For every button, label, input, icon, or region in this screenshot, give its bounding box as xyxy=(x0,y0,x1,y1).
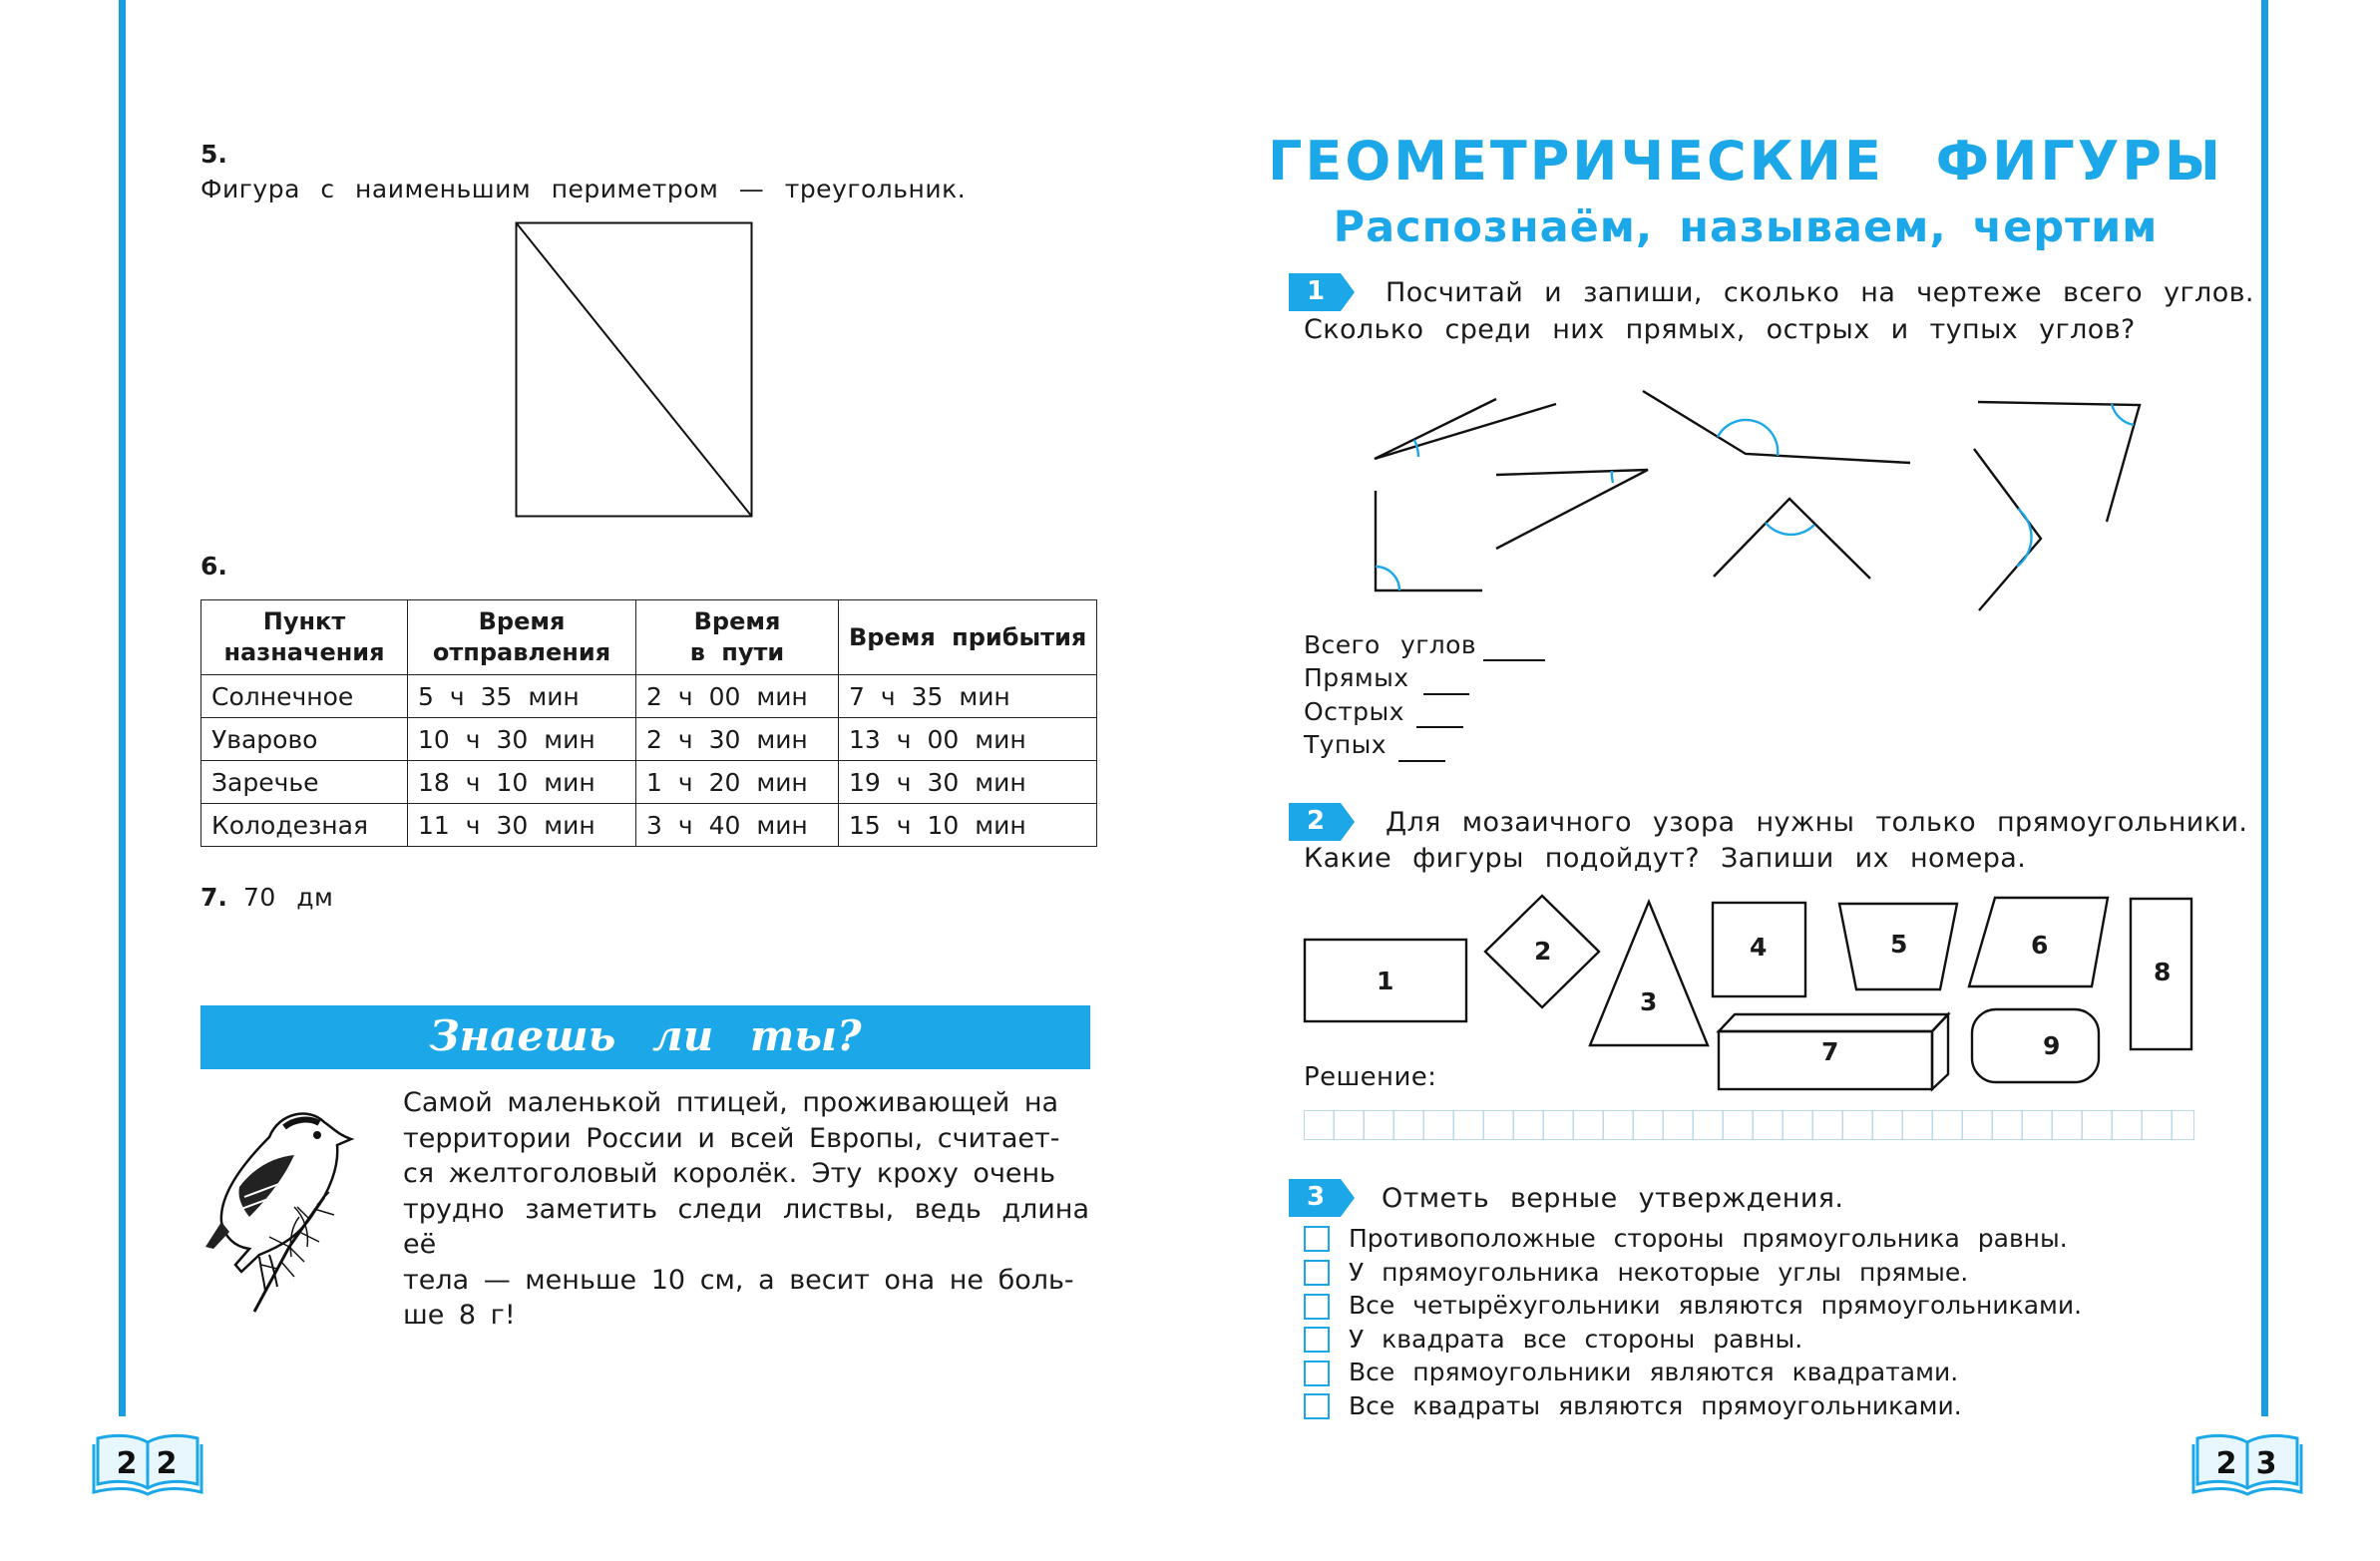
page-digit: 3 xyxy=(2255,1446,2277,1481)
table-cell: 3 ч 40 мин xyxy=(636,804,839,847)
did-you-know-text xyxy=(403,1085,1089,1334)
right-page-border xyxy=(2261,0,2268,1416)
item-6-number: 6. xyxy=(200,552,227,581)
answer-line-acute[interactable] xyxy=(1416,726,1463,728)
item-5-text: Фигура с наименьшим периметром — треугольник. xyxy=(200,175,967,203)
task-2-badge: 2 xyxy=(1289,803,1357,841)
text-line: ше 8 г! xyxy=(403,1300,516,1331)
table-header: Время в пути xyxy=(636,600,839,675)
task-2-text-line-1: Для мозаичного узора нужны только прямоугольники. xyxy=(1386,807,2248,838)
table-header: Время отправления xyxy=(408,600,636,675)
angles-drawing xyxy=(1367,379,2155,618)
did-you-know-title: Знаешь ли ты? xyxy=(429,1011,862,1060)
shape-label: 6 xyxy=(2031,931,2049,960)
timetable xyxy=(200,599,1097,847)
table-cell: 13 ч 00 мин xyxy=(839,718,1097,761)
table-cell: 18 ч 10 мин xyxy=(408,761,636,804)
task-2-text-line-2: Какие фигуры подойдут? Запиши их номера. xyxy=(1304,843,2027,874)
task-3-title: Отметь верные утверждения. xyxy=(1382,1183,1844,1214)
answer-acute-angles: Острых xyxy=(1304,697,1404,726)
table-cell: Солнечное xyxy=(201,675,408,718)
table-row xyxy=(201,804,1097,847)
item-7-text: 70 дм xyxy=(243,883,334,912)
table-cell: Уварово xyxy=(201,718,408,761)
task-1-badge: 1 xyxy=(1289,273,1357,311)
statement-checkbox[interactable] xyxy=(1304,1226,1330,1252)
statement-checkbox[interactable] xyxy=(1304,1294,1330,1320)
table-cell: 11 ч 30 мин xyxy=(408,804,636,847)
table-cell: 2 ч 30 мин xyxy=(636,718,839,761)
left-page-border xyxy=(119,0,126,1416)
table-cell: Колодезная xyxy=(201,804,408,847)
table-cell: 15 ч 10 мин xyxy=(839,804,1097,847)
table-cell: 2 ч 00 мин xyxy=(636,675,839,718)
statement-text: Все прямоугольники являются квадратами. xyxy=(1349,1358,1959,1386)
open-book-icon xyxy=(92,1432,203,1498)
answer-line-total[interactable] xyxy=(1483,659,1545,661)
table-header-row xyxy=(201,600,1097,675)
answer-obtuse-angles: Тупых xyxy=(1304,730,1387,759)
answer-total-angles: Всего углов xyxy=(1304,630,1476,659)
text-line: Самой маленькой птицей, проживающей на xyxy=(403,1087,1059,1118)
answer-right-angles: Прямых xyxy=(1304,663,1409,692)
text-line: ся желтоголовый королёк. Эту кроху очень xyxy=(403,1158,1056,1189)
shape-label: 9 xyxy=(2043,1031,2061,1060)
statement-checkbox[interactable] xyxy=(1304,1327,1330,1353)
text-line: тела — меньше 10 см, а весит она не боль- xyxy=(403,1264,1074,1296)
item-5-number: 5. xyxy=(200,140,227,169)
statement-text: Все квадраты являются прямоугольниками. xyxy=(1349,1391,1962,1420)
task-1-text-line-2: Сколько среди них прямых, острых и тупых углов? xyxy=(1304,314,2136,345)
table-header: Время прибытия xyxy=(839,600,1097,675)
item-7-number: 7. xyxy=(200,883,227,912)
task-3-badge: 3 xyxy=(1289,1179,1357,1217)
text-line: территории России и всей Европы, считает- xyxy=(403,1122,1060,1154)
page-subtitle: Распознаём, называем, чертим xyxy=(1333,202,2159,252)
page-title: ГЕОМЕТРИЧЕСКИЕ ФИГУРЫ xyxy=(1268,130,2223,193)
table-cell: 1 ч 20 мин xyxy=(636,761,839,804)
table-cell: Заречье xyxy=(201,761,408,804)
shape-label: 8 xyxy=(2154,958,2172,986)
page-digit: 2 xyxy=(2215,1446,2237,1481)
shape-label: 2 xyxy=(1534,937,1552,966)
open-book-icon xyxy=(2191,1432,2303,1498)
table-row xyxy=(201,675,1097,718)
solution-grid[interactable] xyxy=(1304,1110,2194,1140)
statement-checkbox[interactable] xyxy=(1304,1361,1330,1386)
statement-text: У квадрата все стороны равны. xyxy=(1349,1325,1803,1354)
shape-label: 1 xyxy=(1377,967,1394,995)
statement-checkbox[interactable] xyxy=(1304,1260,1330,1286)
table-header: Пункт назначения xyxy=(201,600,408,675)
table-cell: 5 ч 35 мин xyxy=(408,675,636,718)
table-cell: 19 ч 30 мин xyxy=(839,761,1097,804)
answer-line-right[interactable] xyxy=(1423,693,1469,695)
shape-label: 5 xyxy=(1890,930,1908,959)
answer-line-obtuse[interactable] xyxy=(1398,760,1445,762)
goldcrest-bird-illustration xyxy=(199,1097,364,1322)
page-digit: 2 xyxy=(116,1446,138,1481)
page-number-left xyxy=(92,1432,203,1498)
page-number-right xyxy=(2191,1432,2303,1498)
statement-checkbox[interactable] xyxy=(1304,1393,1330,1419)
task-1-text-line-1: Посчитай и запиши, сколько на чертеже всего углов. xyxy=(1386,277,2254,308)
solution-label: Решение: xyxy=(1304,1062,1437,1092)
shape-label: 4 xyxy=(1750,933,1768,962)
page-digit: 2 xyxy=(156,1446,178,1481)
statement-text: У прямоугольника некоторые углы прямые. xyxy=(1349,1258,1969,1287)
table-cell: 10 ч 30 мин xyxy=(408,718,636,761)
table-row xyxy=(201,761,1097,804)
statement-text: Противоположные стороны прямоугольника равны. xyxy=(1349,1224,2068,1253)
text-line: трудно заметить следи листвы, ведь длина её xyxy=(403,1193,1089,1260)
statement-text: Все четырёхугольники являются прямоугольниками. xyxy=(1349,1291,2083,1320)
rectangle-with-diagonal xyxy=(515,221,756,519)
did-you-know-banner xyxy=(200,1005,1090,1069)
table-row xyxy=(201,718,1097,761)
shape-label: 7 xyxy=(1821,1037,1839,1066)
shape-label: 3 xyxy=(1640,987,1658,1016)
table-cell: 7 ч 35 мин xyxy=(839,675,1097,718)
